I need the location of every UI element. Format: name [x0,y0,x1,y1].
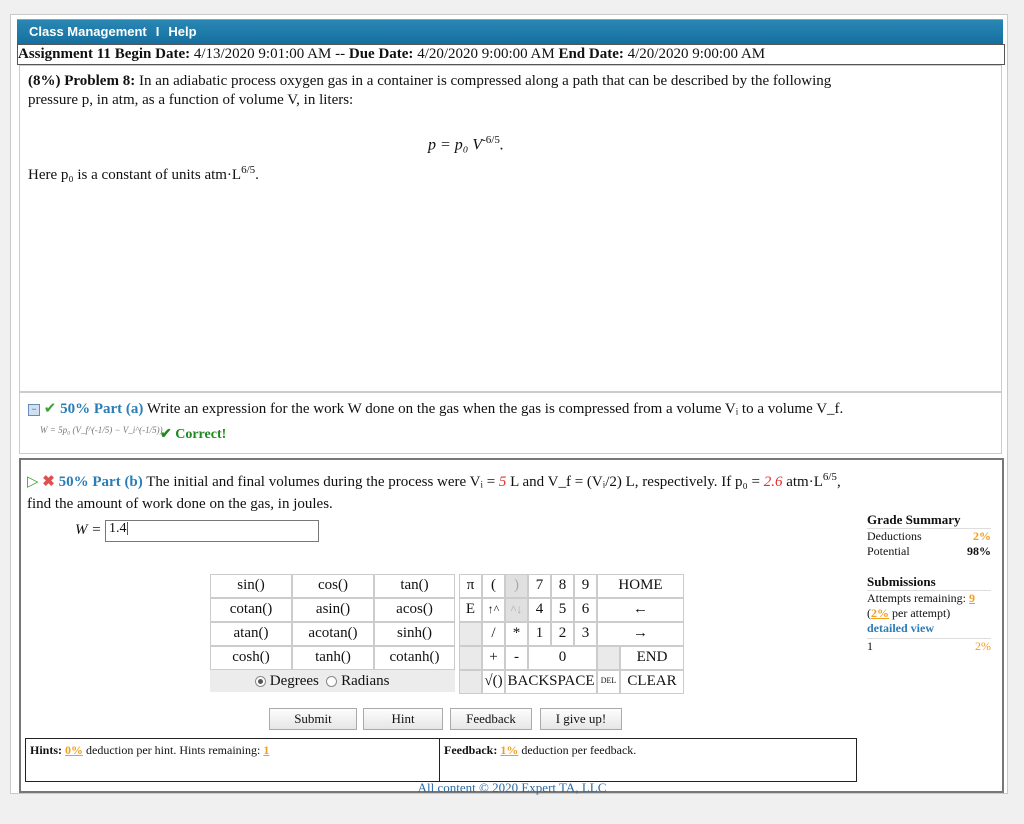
key-sinh[interactable]: sinh() [374,622,455,646]
attempts-row [867,591,991,606]
feedback-text: deduction per feedback. [521,743,637,757]
part-b-text-2: L and V_f = (Vᵢ/2) L, respectively. If p₀ = [510,474,760,490]
checkmark-icon: ✔ [43,401,57,417]
problem-text-block [28,72,848,110]
end-date: 4/20/2020 9:00:00 AM [627,46,766,62]
footer: All content © 2020 Expert TA, LLC [417,780,607,795]
part-a-answer: W = 5p₀ (V_f^(-1/5) − V_i^(-1/5)) [40,425,163,435]
hints-remaining: 1 [263,743,270,757]
potential-label: Potential [867,544,910,558]
give-up-button[interactable]: I give up! [540,708,622,730]
problem-text: In an adiabatic process oxygen gas in a container is compressed along a path that can be described by the following pressure p, in atm, as a function of volume V, in liters: [28,73,832,108]
part-b [19,458,1004,793]
key-minus[interactable]: - [505,646,528,670]
per-attempt-row: (2% per attempt) [867,606,951,620]
key-9[interactable]: 9 [574,574,597,598]
part-b-text-3: atm·L [786,474,823,490]
pressure-formula: p = p₀ $V^{-6/5}$. [428,134,504,154]
part-b-text-4: , find the amount of work done on the gas, in joules. [27,474,841,512]
key-tanh[interactable]: tanh() [292,646,374,670]
key-pi[interactable]: π [459,574,482,598]
problem-label: Problem 8: [64,73,136,89]
submission-row [867,638,991,654]
grade-title: Grade Summary [867,512,991,529]
begin-label: Begin Date: [114,46,191,62]
vi-value: 5 [498,474,507,490]
key-plus[interactable]: + [482,646,505,670]
end-label: End Date: [558,46,624,62]
dash: -- [335,46,346,62]
key-3[interactable]: 3 [574,622,597,646]
key-acos[interactable]: acos() [374,598,455,622]
key-5[interactable]: 5 [551,598,574,622]
nav-class-management[interactable]: Class Management [29,24,147,39]
grade-summary [867,512,991,559]
text-cursor [127,522,128,535]
part-b-percent: 50% Part (b) [58,474,143,490]
due-label: Due Date: [348,46,414,62]
key-backspace[interactable]: BACKSPACE [505,670,597,694]
key-sin[interactable]: sin() [210,574,292,598]
key-2[interactable]: 2 [551,622,574,646]
key-superscript[interactable]: ↑^ [482,598,505,622]
correct-text: Correct! [175,427,227,442]
key-cotanh[interactable]: cotanh() [374,646,455,670]
nav-help[interactable]: Help [168,24,197,39]
key-end[interactable]: END [620,646,684,670]
answer-input[interactable] [105,520,319,542]
radians-label: Radians [341,673,390,689]
nav-separator: I [155,24,160,39]
play-icon: ▷ [27,474,39,490]
key-cos[interactable]: cos() [292,574,374,598]
assignment-name: Assignment 11 [18,46,111,62]
key-multiply[interactable]: * [505,622,528,646]
part-b-text-1: The initial and final volumes during the process were Vᵢ = [146,474,496,490]
hints-pct: 0% [65,743,84,757]
key-1[interactable]: 1 [528,622,551,646]
key-del[interactable]: DEL [597,670,620,694]
constant-text: Here p₀ is a constant of units atm·L [28,167,242,183]
hint-button[interactable]: Hint [363,708,443,730]
key-close-paren[interactable]: ) [505,574,528,598]
feedback-label: Feedback: [444,743,498,757]
key-e[interactable]: E [459,598,482,622]
degrees-label: Degrees [269,673,319,689]
key-home[interactable]: HOME [597,574,684,598]
key-0[interactable]: 0 [528,646,597,670]
key-sqrt[interactable]: √() [482,670,505,694]
potential-value: 98% [967,544,991,558]
key-atan[interactable]: atan() [210,622,292,646]
part-b-header [27,466,847,515]
hints-text: deduction per hint. Hints remaining: [86,743,261,757]
key-subscript[interactable]: ^↓ [505,598,528,622]
angle-mode [210,670,455,692]
constant-description: Here p₀ is a constant of units $atm\cdot L^{6/5}$. [28,164,259,183]
feedback-panel [440,738,857,782]
part-a-header [28,399,843,418]
correct-status [160,426,226,443]
incorrect-icon: ✖ [42,474,55,490]
key-cotan[interactable]: cotan() [210,598,292,622]
attempts-value: 9 [968,591,975,605]
key-blank-2 [459,646,482,670]
key-8[interactable]: 8 [551,574,574,598]
key-asin[interactable]: asin() [292,598,374,622]
collapse-icon[interactable]: − [28,404,40,416]
formula-base: p = p₀ V [428,136,483,154]
part-a-percent: 50% Part (a) [60,401,144,417]
check-icon: ✔ [160,427,172,442]
deductions-value: 2% [973,529,991,543]
submit-button[interactable]: Submit [269,708,357,730]
submissions-title: Submissions [867,574,991,591]
key-blank-3 [459,670,482,694]
radians-radio[interactable] [326,676,337,687]
key-clear[interactable]: CLEAR [620,670,684,694]
top-nav-bar [17,19,1003,44]
deductions-label: Deductions [867,529,922,543]
key-blank-1 [459,622,482,646]
key-open-paren[interactable]: ( [482,574,505,598]
key-tan[interactable]: tan() [374,574,455,598]
key-right-arrow[interactable]: → [597,622,684,646]
problem-statement [19,65,1002,392]
degrees-radio[interactable] [255,676,266,687]
key-acotan[interactable]: acotan() [292,622,374,646]
part-a-text: Write an expression for the work W done on the gas when the gas is compressed from a volume Vᵢ to a volume V_f. [146,401,844,417]
formula-exponent: -6/5 [482,134,500,146]
feedback-button[interactable]: Feedback [450,708,532,730]
begin-date: 4/13/2020 9:01:00 AM [193,46,332,62]
constant-exponent: 6/5 [241,164,256,176]
per-attempt-pct: 2% [871,606,889,620]
part-b-exponent: 6/5 [822,471,837,483]
attempts-label: Attempts remaining: [867,591,966,605]
hints-label: Hints: [30,743,63,757]
key-7[interactable]: 7 [528,574,551,598]
key-left-arrow[interactable]: ← [597,598,684,622]
due-date: 4/20/2020 9:00:00 AM [417,46,555,62]
key-cosh[interactable]: cosh() [210,646,292,670]
submission-pct: 2% [975,639,991,653]
answer-value: 1.4 [109,521,127,536]
part-a [19,392,1002,454]
problem-weight: (8%) [28,73,61,89]
deductions-row [867,529,991,544]
detailed-view-link[interactable]: detailed view [867,621,934,635]
p0-value: 2.6 [763,474,783,490]
assignment-header [17,44,1005,65]
answer-label: W = [75,522,102,538]
key-decimal[interactable] [597,646,620,670]
feedback-pct: 1% [500,743,519,757]
submissions-panel [867,574,991,654]
submission-number: 1 [867,639,873,653]
key-4[interactable]: 4 [528,598,551,622]
key-divide[interactable]: / [482,622,505,646]
page-frame [10,14,1008,794]
potential-row [867,544,991,559]
per-attempt-text: per attempt) [892,606,951,620]
key-6[interactable]: 6 [574,598,597,622]
hints-panel [25,738,440,782]
